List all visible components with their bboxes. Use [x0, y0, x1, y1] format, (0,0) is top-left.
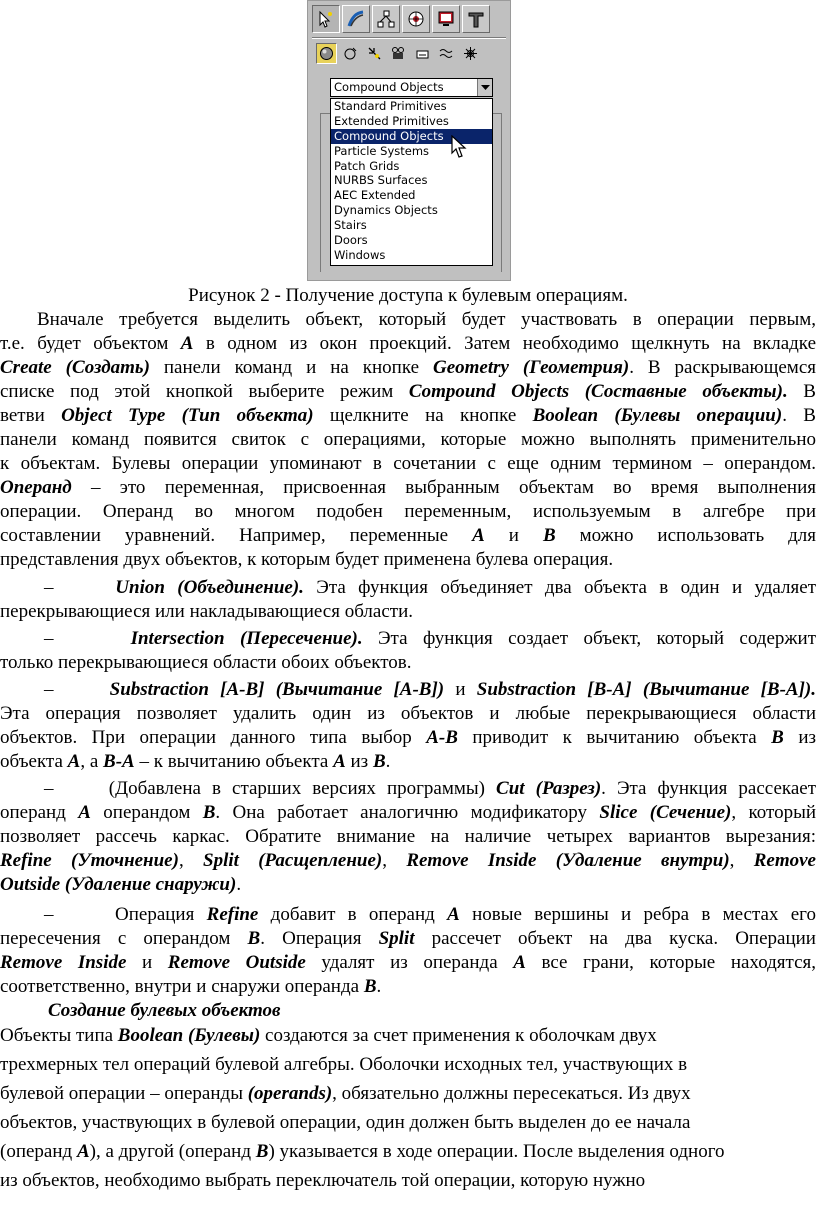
text-line: трехмерных тел операций булевой алгебры. Оболочки исходных тел, участвующих в [0, 1054, 688, 1075]
dropdown-item[interactable]: Extended Primitives [334, 113, 449, 128]
text-line: Create (Создать) панели команд и на кнопке Geometry (Геометрия). В раскрывающемся [0, 357, 816, 378]
cameras-button[interactable] [388, 43, 409, 64]
utilities-icon [466, 9, 486, 29]
dropdown-item[interactable]: Patch Grids [334, 158, 400, 173]
rollout-border-right [493, 113, 502, 272]
modify-tab[interactable] [342, 5, 370, 33]
utilities-tab[interactable] [462, 5, 490, 33]
dropdown-item[interactable]: Dynamics Objects [334, 203, 438, 218]
helpers-button[interactable] [412, 43, 433, 64]
object-category-dropdown-list [330, 98, 493, 266]
motion-tab[interactable] [402, 5, 430, 33]
text-line: к объектам. Булевы операции упоминают в сочетании с еще одним термином – операндом. [0, 453, 816, 474]
text-line: панели команд появится свиток с операциями, которые можно выполнять применительно [0, 429, 816, 450]
text-line: только перекрывающиеся области обоих объектов. [0, 652, 412, 673]
create-icon [316, 9, 336, 29]
text-line: (операнд A), а другой (операнд B) указывается в ходе операции. После выделения одного [0, 1141, 725, 1162]
spacewarps-button[interactable] [436, 43, 457, 64]
dropdown-arrow-button[interactable] [477, 79, 492, 96]
text-line: Объекты типа Boolean (Булевы) создаются за счет применения к оболочкам двух [0, 1025, 657, 1046]
text-line: объектов, участвующих в булевой операции, один должен быть выделен до ее начала [0, 1112, 691, 1133]
spacewarps-icon [439, 46, 454, 61]
text-line: – Union (Объединение). Эта функция объединяет два объекта в один и удаляет [44, 577, 816, 598]
text-line: – Substraction [A-B] (Вычитание [A-B]) и Substraction [B-A] (Вычитание [B-A]). [44, 679, 816, 700]
dropdown-item[interactable]: Particle Systems [334, 143, 430, 158]
display-tab[interactable] [432, 5, 460, 33]
chevron-down-icon [481, 85, 490, 91]
dropdown-item[interactable]: AEC Extended [334, 188, 416, 203]
section-heading: Создание булевых объектов [48, 1000, 281, 1021]
text-line: составлении уравнений. Например, переменные A и B можно использовать для [0, 525, 816, 546]
object-category-buttons [316, 43, 481, 64]
systems-icon [463, 46, 478, 61]
text-line: представления двух объектов, к которым будет применена булева операция. [0, 549, 614, 570]
dropdown-item[interactable]: Stairs [334, 218, 367, 233]
text-line: соответственно, внутри и снаружи операнда B. [0, 976, 382, 997]
dropdown-item[interactable]: NURBS Surfaces [334, 173, 428, 188]
text-line: Вначале требуется выделить объект, который будет участвовать в операции первым, [37, 309, 816, 330]
combobox-value: Compound Objects [334, 80, 444, 94]
text-line: Эта операция позволяет удалить один из объектов и любые перекрывающиеся области [0, 703, 816, 724]
shapes-button[interactable] [340, 43, 361, 64]
text-line: – Операция Refine добавит в операнд A новые вершины и ребра в местах его [44, 904, 816, 925]
geometry-icon [319, 46, 334, 61]
geometry-button[interactable] [316, 43, 337, 64]
text-line: ветви Object Type (Тип объекта) щелкните на кнопке Boolean (Булевы операции). В [0, 405, 816, 426]
shapes-icon [343, 46, 358, 61]
command-panel-tabs [312, 5, 490, 35]
text-line: пересечения с операндом B. Операция Split рассечет объект на два куска. Операции [0, 928, 816, 949]
dropdown-item[interactable]: Windows [334, 247, 386, 262]
motion-icon [406, 9, 426, 29]
text-line: Refine (Уточнение), Split (Расщепление), Remove Inside (Удаление внутри), Remove [0, 850, 816, 871]
modify-icon [346, 9, 366, 29]
text-line: операнд A операндом B. Она работает аналогичню модификатору Slice (Сечение), который [0, 802, 816, 823]
systems-button[interactable] [460, 43, 481, 64]
hierarchy-icon [376, 9, 396, 29]
text-line: т.е. будет объектом A в одном из окон проекций. Затем необходимо щелкнуть на вкладке [0, 333, 816, 354]
display-icon [436, 9, 456, 29]
lights-button[interactable] [364, 43, 385, 64]
text-line: списке под этой кнопкой выберите режим Compound Objects (Составные объекты). В [0, 381, 816, 402]
helpers-icon [415, 46, 430, 61]
object-category-combobox[interactable] [330, 78, 493, 97]
text-line: – Intersection (Пересечение). Эта функция создает объект, который содержит [44, 628, 816, 649]
hierarchy-tab[interactable] [372, 5, 400, 33]
text-line: объектов. При операции данного типа выбор A-B приводит к вычитанию объекта B из [0, 727, 816, 748]
text-line: булевой операции – операнды (operands), обязательно должны пересекаться. Из двух [0, 1083, 691, 1104]
text-line: из объектов, необходимо выбрать переключатель той операции, которую нужно [0, 1170, 646, 1191]
text-line: Outside (Удаление снаружи). [0, 874, 242, 895]
dropdown-item[interactable]: Standard Primitives [334, 99, 447, 113]
panel-separator [312, 37, 506, 39]
text-line: – (Добавлена в старших версиях программы) Cut (Разрез). Эта функция рассекает [44, 778, 816, 799]
mouse-pointer-icon [451, 135, 467, 159]
lights-icon [367, 46, 382, 61]
text-line: операции. Операнд во многом подобен переменным, используемым в алгебре при [0, 501, 816, 522]
create-tab[interactable] [312, 5, 340, 33]
text-line: Операнд – это переменная, присвоенная выбранным объектам во время выполнения [0, 477, 816, 498]
text-line: перекрывающиеся или накладывающиеся области. [0, 601, 413, 622]
dropdown-item-selected[interactable]: Compound Objects [331, 129, 492, 144]
text-line: позволяет рассечь каркас. Обратите внимание на наличие четырех вариантов вырезания: [0, 826, 816, 847]
text-line: объекта A, а B-A – к вычитанию объекта A из B. [0, 751, 391, 772]
text-line: Remove Inside и Remove Outside удалят из операнда A все грани, которые находятся, [0, 952, 816, 973]
dropdown-item[interactable]: Doors [334, 233, 368, 248]
cameras-icon [391, 46, 406, 61]
figure-caption: Рисунок 2 - Получение доступа к булевым операциям. [188, 285, 628, 306]
command-panel-screenshot [307, 0, 511, 281]
